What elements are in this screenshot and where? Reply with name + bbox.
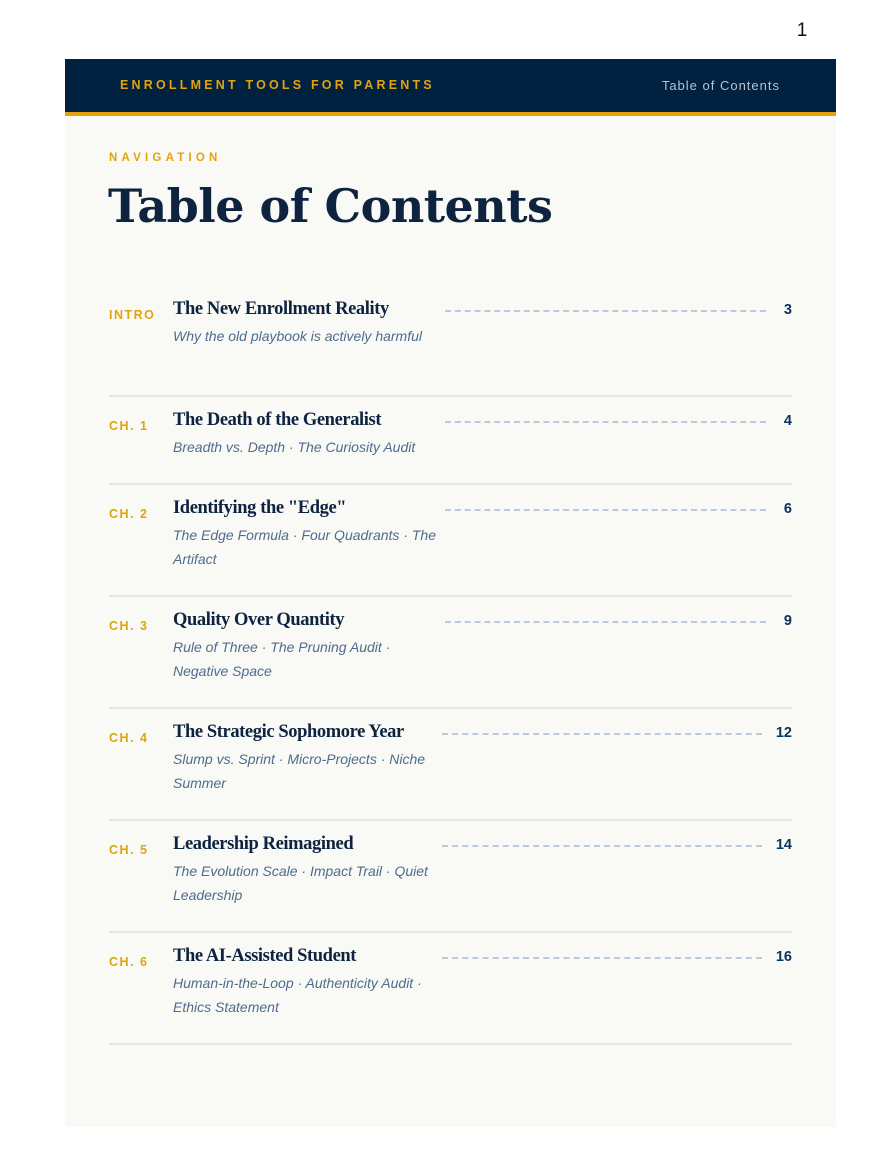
toc-title: Identifying the "Edge" xyxy=(173,498,347,518)
toc-entry-ch2[interactable] xyxy=(109,485,792,597)
toc-title: The Death of the Generalist xyxy=(173,410,382,430)
toc-label: CH. 5 xyxy=(109,843,149,857)
toc-entry-intro[interactable] xyxy=(109,286,792,397)
toc-entry-ch5[interactable] xyxy=(109,821,792,933)
toc-subtitle: The Evolution Scale · Impact Trail · Quiet Leadership xyxy=(173,863,428,903)
header-section-label: Table of Contents xyxy=(661,78,780,93)
toc-subtitle: The Edge Formula · Four Quadrants · The Artifact xyxy=(173,527,436,567)
toc-page-number: 9 xyxy=(783,613,792,629)
toc-title: The New Enrollment Reality xyxy=(173,299,389,319)
toc-page-number: 6 xyxy=(783,501,792,517)
toc-leader xyxy=(445,421,766,423)
toc-label: INTRO xyxy=(109,308,156,322)
eyebrow-label: NAVIGATION xyxy=(109,152,222,164)
toc-title: The Strategic Sophomore Year xyxy=(173,722,404,742)
page-number: 1 xyxy=(796,20,808,41)
toc-page-number: 12 xyxy=(775,725,792,741)
brand-label: ENROLLMENT TOOLS FOR PARENTS xyxy=(120,78,435,92)
toc-leader xyxy=(445,509,766,511)
toc-title: Quality Over Quantity xyxy=(173,610,345,630)
toc-subtitle: Why the old playbook is actively harmful xyxy=(173,328,422,344)
toc-label: CH. 4 xyxy=(109,731,149,745)
document-page xyxy=(65,59,836,1127)
toc-label: CH. 2 xyxy=(109,507,149,521)
toc-subtitle: Human-in-the-Loop · Authenticity Audit · Ethics Statement xyxy=(173,975,422,1015)
page-title: Table of Contents xyxy=(108,179,553,233)
toc-page-number: 14 xyxy=(775,837,792,853)
toc-page-number: 16 xyxy=(775,949,792,965)
toc-page-number: 3 xyxy=(783,302,792,318)
toc-subtitle: Slump vs. Sprint · Micro-Projects · Niche Summer xyxy=(173,751,426,791)
toc-entry-ch4[interactable] xyxy=(109,709,792,821)
toc-label: CH. 6 xyxy=(109,955,149,969)
toc-entry-ch1[interactable] xyxy=(109,397,792,485)
toc-label: CH. 1 xyxy=(109,419,149,433)
header-bar xyxy=(65,59,836,116)
toc-leader xyxy=(445,621,766,623)
toc-leader xyxy=(442,845,762,847)
toc-list xyxy=(109,286,792,1045)
toc-entry-ch3[interactable] xyxy=(109,597,792,709)
toc-entry-ch6[interactable] xyxy=(109,933,792,1045)
toc-page-number: 4 xyxy=(783,413,792,429)
toc-subtitle: Breadth vs. Depth · The Curiosity Audit xyxy=(173,439,416,455)
toc-subtitle: Rule of Three · The Pruning Audit · Negative Space xyxy=(173,639,391,679)
toc-title: The AI-Assisted Student xyxy=(173,946,357,966)
toc-label: CH. 3 xyxy=(109,619,149,633)
toc-leader xyxy=(442,957,762,959)
toc-title: Leadership Reimagined xyxy=(173,834,354,854)
toc-leader xyxy=(442,733,762,735)
toc-leader xyxy=(445,310,766,312)
